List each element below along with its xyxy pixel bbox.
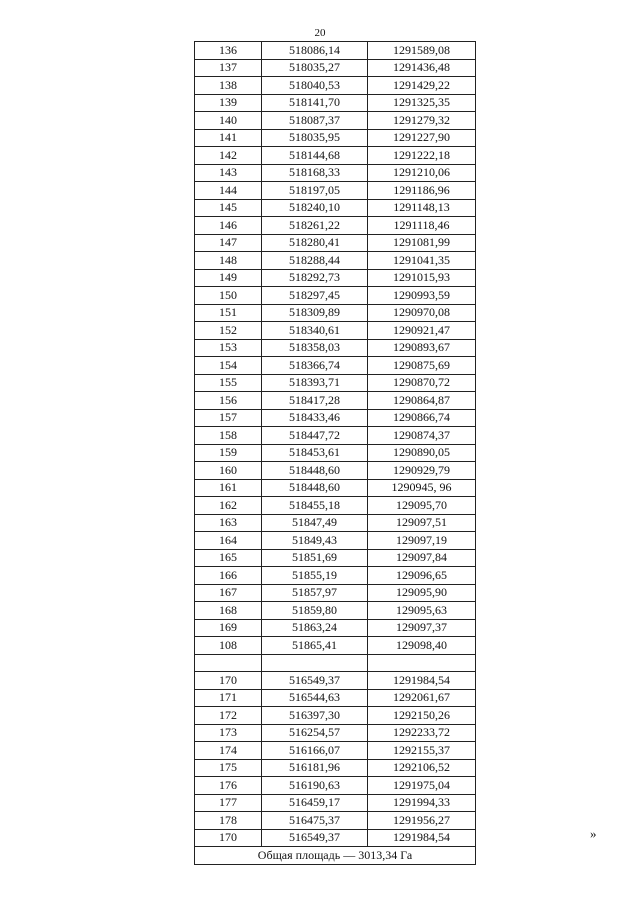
y-coordinate: 1290890,05 — [368, 444, 476, 462]
point-number: 145 — [195, 199, 262, 217]
x-coordinate: 518448,60 — [262, 462, 368, 480]
table-row — [195, 392, 476, 410]
y-coordinate: 1292155,37 — [368, 742, 476, 760]
y-coordinate: 1290866,74 — [368, 409, 476, 427]
point-number: 150 — [195, 287, 262, 305]
table-row — [195, 322, 476, 340]
x-coordinate: 518168,33 — [262, 164, 368, 182]
point-number: 152 — [195, 322, 262, 340]
x-coordinate: 518035,27 — [262, 59, 368, 77]
point-number: 148 — [195, 252, 262, 270]
table-row — [195, 637, 476, 655]
y-coordinate: 129097,51 — [368, 514, 476, 532]
table-row — [195, 269, 476, 287]
point-number: 160 — [195, 462, 262, 480]
table-row — [195, 94, 476, 112]
point-number: 153 — [195, 339, 262, 357]
table-row — [195, 217, 476, 235]
y-coordinate: 1291186,96 — [368, 182, 476, 200]
x-coordinate: 516254,57 — [262, 724, 368, 742]
point-number: 169 — [195, 619, 262, 637]
table-row — [195, 567, 476, 585]
point-number: 164 — [195, 532, 262, 550]
x-coordinate: 516181,96 — [262, 759, 368, 777]
x-coordinate: 518240,10 — [262, 199, 368, 217]
point-number: 172 — [195, 707, 262, 725]
table-row — [195, 339, 476, 357]
y-coordinate: 1292106,52 — [368, 759, 476, 777]
x-coordinate: 518280,41 — [262, 234, 368, 252]
x-coordinate: 518393,71 — [262, 374, 368, 392]
y-coordinate: 1291227,90 — [368, 129, 476, 147]
y-coordinate: 1291148,13 — [368, 199, 476, 217]
table-row — [195, 549, 476, 567]
x-coordinate: 518087,37 — [262, 112, 368, 130]
y-coordinate: 1291015,93 — [368, 269, 476, 287]
y-coordinate: 1290874,37 — [368, 427, 476, 445]
y-coordinate: 1290921,47 — [368, 322, 476, 340]
y-coordinate: 129096,65 — [368, 567, 476, 585]
table-row — [195, 742, 476, 760]
y-coordinate: 1292233,72 — [368, 724, 476, 742]
table-row — [195, 357, 476, 375]
y-coordinate: 129097,84 — [368, 549, 476, 567]
x-coordinate: 518455,18 — [262, 497, 368, 515]
table-row — [195, 112, 476, 130]
y-coordinate: 129095,90 — [368, 584, 476, 602]
closing-quote: » — [590, 826, 597, 841]
x-coordinate: 518309,89 — [262, 304, 368, 322]
point-number: 178 — [195, 812, 262, 830]
y-coordinate: 1291210,06 — [368, 164, 476, 182]
table-row — [195, 794, 476, 812]
point-number: 168 — [195, 602, 262, 620]
table-row — [195, 199, 476, 217]
table-row — [195, 514, 476, 532]
y-coordinate: 129097,37 — [368, 619, 476, 637]
coordinates-group-b — [195, 672, 476, 847]
point-number: 170 — [195, 672, 262, 690]
table-row — [195, 252, 476, 270]
table-row — [195, 164, 476, 182]
x-coordinate: 51857,97 — [262, 584, 368, 602]
y-coordinate: 1291279,32 — [368, 112, 476, 130]
x-coordinate: 516166,07 — [262, 742, 368, 760]
table-row — [195, 287, 476, 305]
table-row — [195, 497, 476, 515]
x-coordinate: 51849,43 — [262, 532, 368, 550]
point-number: 141 — [195, 129, 262, 147]
table-row — [195, 59, 476, 77]
x-coordinate: 518086,14 — [262, 42, 368, 60]
table-row — [195, 374, 476, 392]
x-coordinate: 516544,63 — [262, 689, 368, 707]
point-number: 142 — [195, 147, 262, 165]
table-row — [195, 777, 476, 795]
y-coordinate: 129097,19 — [368, 532, 476, 550]
point-number: 146 — [195, 217, 262, 235]
point-number: 171 — [195, 689, 262, 707]
page-number: 20 — [314, 27, 326, 39]
table-row — [195, 602, 476, 620]
point-number: 159 — [195, 444, 262, 462]
y-coordinate: 1291975,04 — [368, 777, 476, 795]
table-row — [195, 812, 476, 830]
x-coordinate: 516459,17 — [262, 794, 368, 812]
x-coordinate: 516475,37 — [262, 812, 368, 830]
y-coordinate: 129095,70 — [368, 497, 476, 515]
y-coordinate: 1290864,87 — [368, 392, 476, 410]
x-coordinate: 518358,03 — [262, 339, 368, 357]
x-coordinate: 518447,72 — [262, 427, 368, 445]
point-number: 136 — [195, 42, 262, 60]
total-area-text: Общая площадь — 3013,34 Га — [195, 847, 476, 865]
x-coordinate: 518292,73 — [262, 269, 368, 287]
point-number: 154 — [195, 357, 262, 375]
y-coordinate: 1292150,26 — [368, 707, 476, 725]
coordinates-table — [194, 41, 476, 865]
x-coordinate: 518197,05 — [262, 182, 368, 200]
point-number: 177 — [195, 794, 262, 812]
point-number: 147 — [195, 234, 262, 252]
table-row — [195, 77, 476, 95]
y-coordinate: 129098,40 — [368, 637, 476, 655]
table-row — [195, 42, 476, 60]
table-row — [195, 409, 476, 427]
x-coordinate: 518366,74 — [262, 357, 368, 375]
point-number: 143 — [195, 164, 262, 182]
table-footer — [195, 847, 476, 865]
table-row — [195, 584, 476, 602]
x-coordinate: 518297,45 — [262, 287, 368, 305]
point-number: 173 — [195, 724, 262, 742]
x-coordinate: 518433,46 — [262, 409, 368, 427]
y-coordinate: 1291429,22 — [368, 77, 476, 95]
x-coordinate: 518144,68 — [262, 147, 368, 165]
point-number: 139 — [195, 94, 262, 112]
y-coordinate: 1291325,35 — [368, 94, 476, 112]
y-coordinate: 1291589,08 — [368, 42, 476, 60]
y-coordinate: 1291956,27 — [368, 812, 476, 830]
table-row — [195, 829, 476, 847]
x-coordinate: 51851,69 — [262, 549, 368, 567]
table-row — [195, 672, 476, 690]
point-number: 162 — [195, 497, 262, 515]
x-coordinate: 518453,61 — [262, 444, 368, 462]
y-coordinate: 1291984,54 — [368, 672, 476, 690]
x-coordinate: 518035,95 — [262, 129, 368, 147]
x-coordinate: 518141,70 — [262, 94, 368, 112]
table-row — [195, 532, 476, 550]
y-coordinate: 1291041,35 — [368, 252, 476, 270]
point-number: 149 — [195, 269, 262, 287]
point-number: 167 — [195, 584, 262, 602]
x-coordinate: 516397,30 — [262, 707, 368, 725]
x-coordinate: 516190,63 — [262, 777, 368, 795]
table-row — [195, 129, 476, 147]
y-coordinate: 1292061,67 — [368, 689, 476, 707]
y-coordinate: 1290993,59 — [368, 287, 476, 305]
y-coordinate: 1290929,79 — [368, 462, 476, 480]
point-number: 176 — [195, 777, 262, 795]
point-number: 156 — [195, 392, 262, 410]
point-number: 158 — [195, 427, 262, 445]
table-row — [195, 182, 476, 200]
x-coordinate: 518261,22 — [262, 217, 368, 235]
point-number: 108 — [195, 637, 262, 655]
x-coordinate: 516549,37 — [262, 829, 368, 847]
x-coordinate: 51847,49 — [262, 514, 368, 532]
point-number: 163 — [195, 514, 262, 532]
point-number: 170 — [195, 829, 262, 847]
y-coordinate: 1291222,18 — [368, 147, 476, 165]
x-coordinate: 51865,41 — [262, 637, 368, 655]
x-coordinate: 518448,60 — [262, 479, 368, 497]
empty-row — [195, 654, 476, 672]
x-coordinate: 518040,53 — [262, 77, 368, 95]
y-coordinate: 1290945, 96 — [368, 479, 476, 497]
table-row — [195, 234, 476, 252]
x-coordinate: 518288,44 — [262, 252, 368, 270]
y-coordinate: 1291994,33 — [368, 794, 476, 812]
x-coordinate: 518417,28 — [262, 392, 368, 410]
point-number: 138 — [195, 77, 262, 95]
y-coordinate: 1291436,48 — [368, 59, 476, 77]
point-number: 161 — [195, 479, 262, 497]
x-coordinate: 518340,61 — [262, 322, 368, 340]
y-coordinate: 1291118,46 — [368, 217, 476, 235]
point-number: 165 — [195, 549, 262, 567]
coordinates-group-a — [195, 42, 476, 655]
y-coordinate: 1291984,54 — [368, 829, 476, 847]
point-number: 151 — [195, 304, 262, 322]
y-coordinate: 129095,63 — [368, 602, 476, 620]
x-coordinate: 51859,80 — [262, 602, 368, 620]
point-number: 174 — [195, 742, 262, 760]
table-row — [195, 304, 476, 322]
table-row — [195, 707, 476, 725]
y-coordinate: 1290870,72 — [368, 374, 476, 392]
point-number: 175 — [195, 759, 262, 777]
total-row — [195, 847, 476, 865]
point-number: 166 — [195, 567, 262, 585]
table-row — [195, 619, 476, 637]
table-row — [195, 427, 476, 445]
point-number: 155 — [195, 374, 262, 392]
point-number: 157 — [195, 409, 262, 427]
y-coordinate: 1290875,69 — [368, 357, 476, 375]
table-row — [195, 462, 476, 480]
y-coordinate: 1291081,99 — [368, 234, 476, 252]
y-coordinate: 1290893,67 — [368, 339, 476, 357]
table-row — [195, 689, 476, 707]
table-row — [195, 147, 476, 165]
x-coordinate: 51855,19 — [262, 567, 368, 585]
table-row — [195, 724, 476, 742]
point-number: 137 — [195, 59, 262, 77]
x-coordinate: 516549,37 — [262, 672, 368, 690]
table-row — [195, 444, 476, 462]
table-row — [195, 759, 476, 777]
table-row — [195, 479, 476, 497]
x-coordinate: 51863,24 — [262, 619, 368, 637]
group-separator — [195, 654, 476, 672]
y-coordinate: 1290970,08 — [368, 304, 476, 322]
point-number: 140 — [195, 112, 262, 130]
point-number: 144 — [195, 182, 262, 200]
